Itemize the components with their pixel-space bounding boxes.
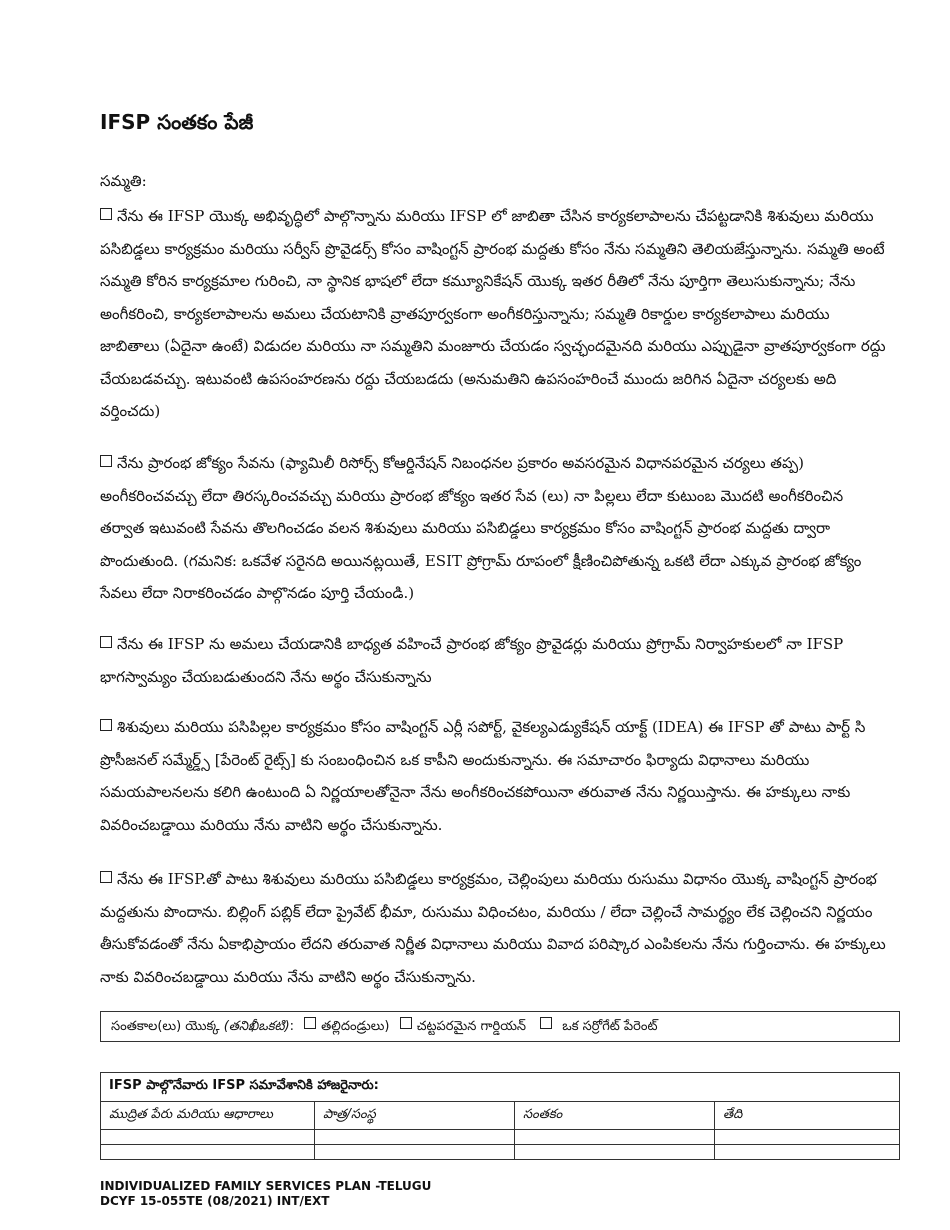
column-header-role: పాత్ర/సంస్థ	[315, 1102, 515, 1130]
consent-paragraph-text: నేను ఈ IFSP యొక్క అభివృద్ధిలో పాల్గొన్నాను మరియు IFSP లో జాబితా చేసిన కార్యకలాపాలను చేపట్టడానికి శిశువులు మరియు పసిబిడ్డలు కార్యక్రమం మరియు సర్వీస్ ప్రొవైడర్స్ కోసం వాషింగ్టన్ ప్రారంభ మద్దతు కోసం నేను సమ్మతిని తెలియజేస్తున్నాను. సమ్మతి అంటే సమ్మతి కోరిన కార్యక్రమాల గురించి, నా స్థానిక భాషలో లేదా కమ్యూనికేషన్ యొక్క ఇతర రీతిలో నేను పూర్తిగా తెలుసుకున్నాను; నేను అంగీకరించి, కార్యకలాపాలను అమలు చేయటానికి వ్రాతపూర్వకంగా అంగీకరిస్తున్నాను; సమ్మతి రికార్డుల కార్యకలాపాలు మరియు జాబితాలు (ఏదైనా ఉంటే) విడుదల మరియు నా సమ్మతిని మంజూరు చేయడం స్వచ్ఛందమైనది మరియు ఎప్పుడైనా వ్రాతపూర్వకంగా రద్దు చేయబడవచ్చు. ఇటువంటి ఉపసంహరణను రద్దు చేయబడదు (అనుమతిని ఉపసంహరించే ముందు జరిగిన ఏదైనా చర్యలకు అది వర్తించదు)	[100, 207, 886, 420]
consent-paragraph-accept-decline	[100, 447, 890, 610]
role-cell[interactable]	[315, 1130, 515, 1145]
signer-role-box	[100, 1011, 900, 1042]
date-cell[interactable]	[715, 1145, 900, 1160]
signature-cell[interactable]	[515, 1130, 715, 1145]
form-footer	[100, 1179, 431, 1209]
legal-guardian-checkbox[interactable]	[400, 1017, 412, 1029]
signer-role-colon: :	[289, 1019, 295, 1034]
consent-paragraph-text: నేను ఈ IFSP.తో పాటు శిశువులు మరియు పసిబిడ్డలు కార్యక్రమం, చెల్లింపులు మరియు రుసుము విధానం యొక్క వాషింగ్టన్ ప్రారంభ మద్దతును పొందాను. బిల్లింగ్ పబ్లిక్ లేదా ప్రైవేట్ భీమా, రుసుము విధించటం, మరియు / లేదా చెల్లించే సామర్థ్యం లేక చెల్లించని నిర్ణయం తీసుకోవడంతో నేను ఏకాభిప్రాయం లేదని తరువాత నిర్ణీత విధానాలు మరియు వివాద పరిష్కార ఎంపికలను నేను గుర్తించాను. ఈ హక్కులు నాకు వివరించబడ్డాయి మరియు నేను వాటిని అర్థం చేసుకున్నాను.	[100, 870, 886, 986]
consent-checkbox[interactable]	[100, 455, 112, 467]
signature-cell[interactable]	[515, 1145, 715, 1160]
table-row	[101, 1145, 900, 1160]
page-title: IFSP సంతకం పేజీ	[100, 110, 254, 134]
consent-checkbox[interactable]	[100, 719, 112, 731]
column-header-signature: సంతకం	[515, 1102, 715, 1130]
consent-paragraph-text: నేను ఈ IFSP ను అమలు చేయడానికి బాధ్యత వహించే ప్రారంభ జోక్యం ప్రొవైడర్లు మరియు ప్రోగ్రామ్ నిర్వాహకులలో నా IFSP భాగస్వామ్యం చేయబడుతుందని నేను అర్థం చేసుకున్నాను	[100, 635, 844, 686]
consent-paragraph-payments	[100, 863, 890, 993]
column-header-name: ముద్రిత పేరు మరియు ఆధారాలు	[101, 1102, 315, 1130]
consent-paragraph-text: నేను ప్రారంభ జోక్యం సేవను (ఫ్యామిలీ రిసోర్స్ కోఆర్డినేషన్ నిబంధనల ప్రకారం అవసరమైన విధానపరమైన చర్యలు తప్ప) అంగీకరించవచ్చు లేదా తిరస్కరించవచ్చు మరియు ప్రారంభ జోక్యం ఇతర సేవ (లు) నా పిల్లలు లేదా కుటుంబ మొదటి అంగీకరించిన తర్వాత ఇటువంటి సేవను తొలగించడం వలన శిశువులు మరియు పసిబిడ్డలు కార్యక్రమం కోసం వాషింగ్టన్ ప్రారంభ మద్దతు ద్వారా పొందుతుంది. (గమనిక: ఒకవేళ సరైనది అయినట్లయితే, ESIT ప్రోగ్రామ్ రూపంలో క్షీణించిపోతున్న ఒకటి లేదా ఎక్కువ ప్రారంభ జోక్యం సేవలు లేదా నిరాకరించడం పాల్గొనడం పూర్తి చేయండి.)	[100, 454, 862, 602]
consent-paragraph-participation	[100, 200, 890, 428]
consent-paragraph-sharing	[100, 628, 890, 693]
parent-option-label: తల్లిదండ్రులు)	[321, 1019, 390, 1034]
parent-checkbox[interactable]	[304, 1017, 316, 1029]
surrogate-parent-option-label: ఒక సర్రోగేట్ పేరెంట్	[562, 1019, 658, 1034]
consent-paragraph-text: శిశువులు మరియు పసిపిల్లల కార్యక్రమం కోసం వాషింగ్టన్ ఎర్లీ సపోర్ట్, వైకల్యఎడ్యుకేషన్ యాక్ట్ (IDEA) ఈ IFSP తో పాటు పార్ట్ సి ప్రొసీజనల్ సమ్మేర్డ్స్ [పేరెంట్ రైట్స్] కు సంబంధించిన ఒక కాపీని అందుకున్నాను. ఈ సమాచారం ఫిర్యాదు విధానాలు మరియు సమయపాలనలను కలిగి ఉంటుంది ఏ నిర్ణయాలతోనైనా నేను అంగీకరించకపోయినా తరువాత నేను నిర్ణయిస్తాను. ఈ హక్కులు నాకు వివరించబడ్డాయి మరియు నేను వాటిని అర్థం చేసుకున్నాను.	[100, 718, 866, 834]
signer-role-hint: (తనిఖీఒకటి)	[223, 1019, 290, 1034]
attendance-table-heading: IFSP పాల్గొనేవారు IFSP సమావేశానికి హాజరైనారు:	[101, 1073, 900, 1102]
footer-form-number: DCYF 15-055TE (08/2021) INT/EXT	[100, 1194, 330, 1208]
role-cell[interactable]	[315, 1145, 515, 1160]
column-header-date: తేది	[715, 1102, 900, 1130]
consent-paragraph-safeguards	[100, 711, 890, 841]
consent-checkbox[interactable]	[100, 636, 112, 648]
date-cell[interactable]	[715, 1130, 900, 1145]
consent-label: సమ్మతి:	[100, 172, 147, 190]
name-cell[interactable]	[101, 1145, 315, 1160]
legal-guardian-option-label: చట్టపరమైన గార్డియన్	[416, 1019, 527, 1034]
name-cell[interactable]	[101, 1130, 315, 1145]
footer-form-title: INDIVIDUALIZED FAMILY SERVICES PLAN -TELUGU	[100, 1179, 432, 1193]
table-row	[101, 1130, 900, 1145]
consent-checkbox[interactable]	[100, 871, 112, 883]
signer-role-prefix: సంతకాల(లు) యొక్క	[111, 1019, 224, 1034]
surrogate-parent-checkbox[interactable]	[540, 1017, 552, 1029]
consent-checkbox[interactable]	[100, 208, 112, 220]
attendance-table	[100, 1072, 900, 1160]
